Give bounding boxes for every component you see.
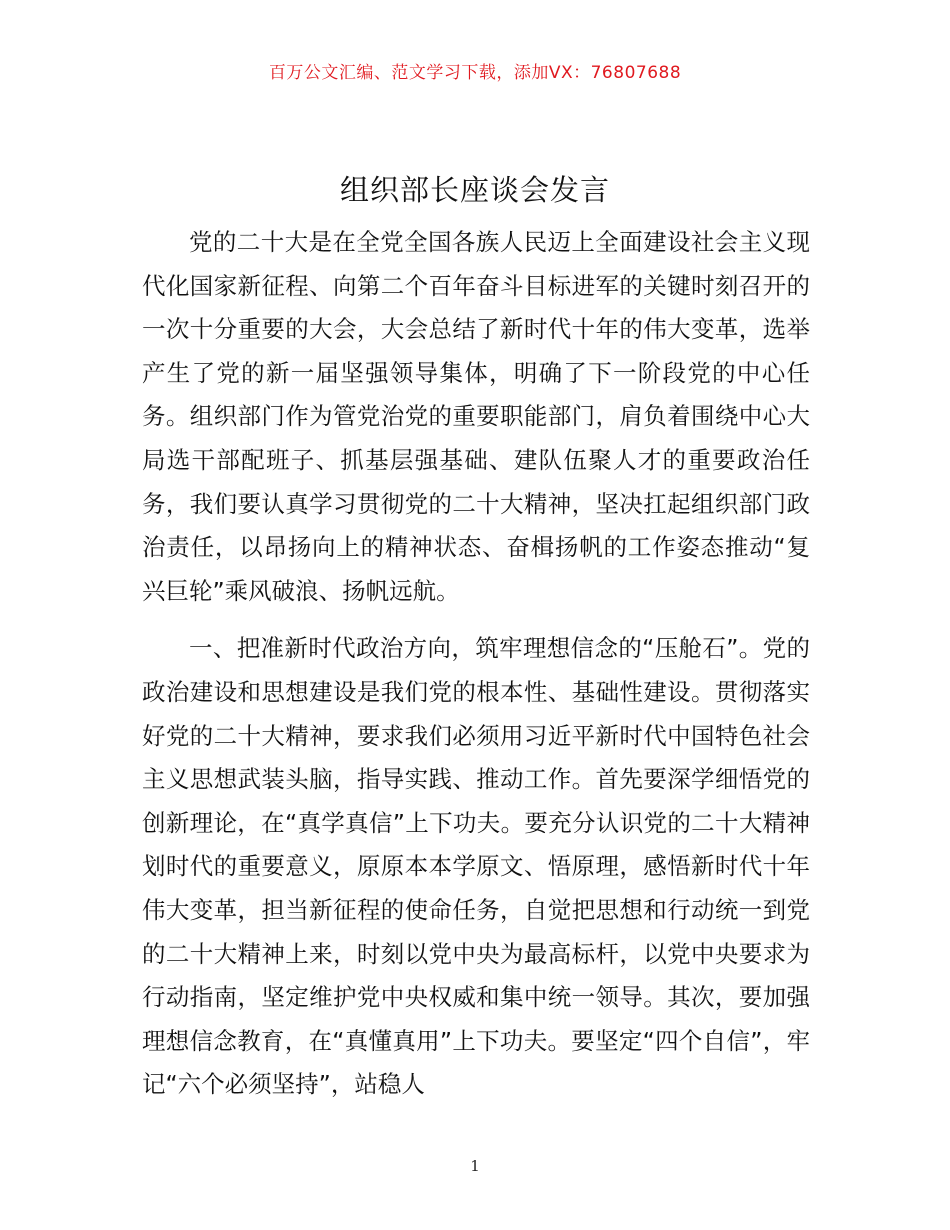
document-title: 组织部长座谈会发言 <box>339 173 610 207</box>
paragraph-intro: 党的二十大是在全党全国各族人民迈上全面建设社会主义现代化国家新征程、向第二个百年奋斗目标进军的关键时刻召开的一次十分重要的大会，大会总结了新时代十年的伟大变革，选举产生了党的新一届坚强领导集体，明确了下一阶段党的中心任务。组织部门作为管党治党的重要职能部门，肩负着围绕中心大局选干部配班子、抓基层强基础、建队伍聚人才的重要政治任务，我们要认真学习贯彻党的二十大精神，坚决扛起组织部门政治责任，以昂扬向上的精神状态、奋楫扬帆的工作姿态推动“复兴巨轮”乘风破浪、扬帆远航。 <box>142 228 810 605</box>
paragraph-section-one: 一、把准新时代政治方向，筑牢理想信念的“压舱石”。党的政治建设和思想建设是我们党的根本性、基础性建设。贯彻落实好党的二十大精神，要求我们必须用习近平新时代中国特色社会主义思想武装头脑，指导实践、推动工作。首先要深学细悟党的创新理论，在“真学真信”上下功夫。要充分认识党的二十大精神划时代的重要意义，原原本本学原文、悟原理，感悟新时代十年伟大变革，担当新征程的使命任务，自觉把思想和行动统一到党的二十大精神上来，时刻以党中央为最高标杆，以党中央要求为行动指南，坚定维护党中央权威和集中统一领导。其次，要加强理想信念教育，在“真懂真用”上下功夫。要坚定“四个自信”，牢记“六个必须坚持”，站稳人 <box>142 634 810 1099</box>
page-number: 1 <box>470 1157 480 1175</box>
document-body <box>142 221 810 1107</box>
promo-header-text: 百万公文汇编、范文学习下载，添加VX：76807688 <box>268 63 682 83</box>
